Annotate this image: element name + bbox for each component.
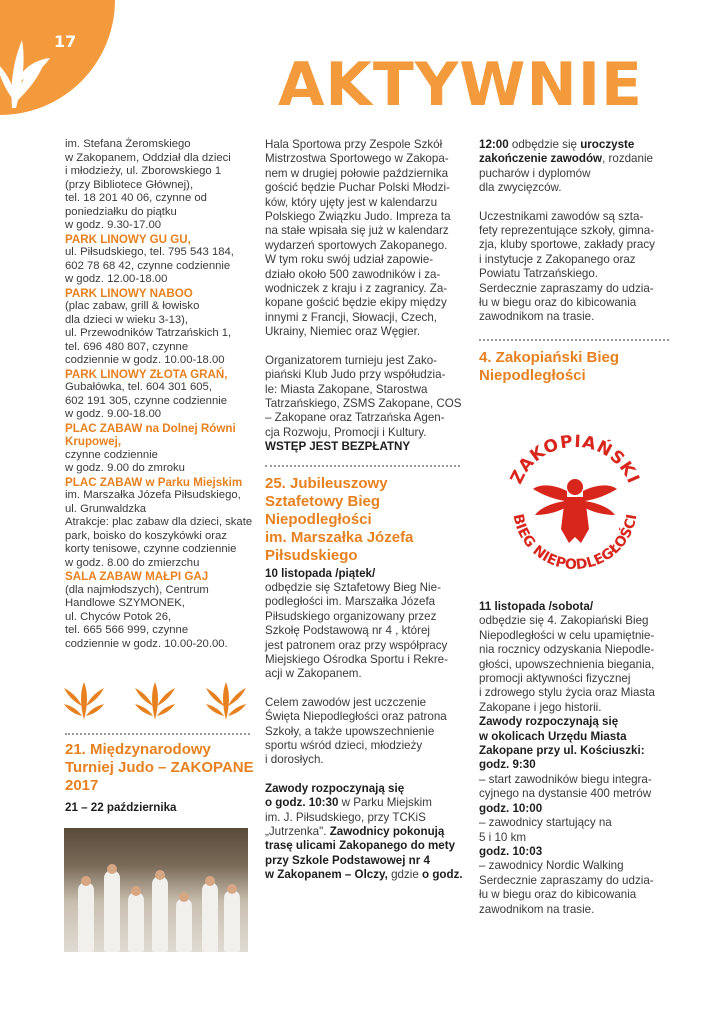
library-info: im. Stefana Żeromskiego w Zakopanem, Oddział dla dzieci i młodzieży, ul. Zborowskiego 1 (przy Bibliotece Głównej), tel. 18 201 40 06, czynne od poniedziałku do piątku w godz. 9.30-17.00 (65, 138, 231, 231)
run-start-location: Zawody rozpoczynają się w okolicach Urzędu Miasta Zakopane przy ul. Kościuszki: (479, 715, 645, 758)
entry-sala-zabaw (65, 570, 253, 651)
invitation: Serdecznie zapraszamy do udzia- łu w biegu oraz do kibicowania zawodnikom na trasie. (479, 873, 654, 916)
entry-head: PARK LINOWY ZŁOTA GRAŃ, (65, 367, 228, 381)
entry-plac-zabaw-rownia (65, 422, 253, 476)
time-3: godz. 10:03 (479, 844, 543, 858)
time-2-desc: – zawodnicy startujący na 5 i 10 km (479, 816, 612, 844)
section-21-title: 21. Międzynarodowy Turniej Judo – ZAKOPANE 2017 (65, 741, 254, 794)
run-description: odbędzie się 4. Zakopiański Bieg Niepodległości w celu upamiętnie- nia rocznicy odzyskania Niepodle- głości, upowszechnienia biegania, promocji aktywności fizycznej i zdrowego stylu życia oraz Miasta Zakopane i jego historii. (479, 614, 655, 714)
wheat-ornament-icon (202, 676, 250, 724)
section-25-date: 10 listopada /piątek/ (265, 566, 376, 580)
time-3-desc: – zawodnicy Nordic Walking (479, 859, 624, 873)
participants-info: Uczestnikami zawodów są szta- fety reprezentujące szkoły, gimna- zja, kluby sportowe, zakłady pracy i instytucje z Zakopanego oraz Powiatu Tatrzańskiego. Serdecznie zapraszamy do udzia- łu w biegu oraz do kibicowania zawodnikom na trasie. (479, 209, 655, 324)
entry-body: czynne codziennie w godz. 9.00 do zmroku (65, 448, 185, 474)
section-title: AKTYWNIE (278, 50, 644, 120)
svg-text:BIEG NIEPODLEGŁOŚCI: BIEG NIEPODLEGŁOŚCI (509, 512, 641, 574)
entry-park-gugu (65, 233, 253, 287)
wheat-ornament-icon (131, 676, 179, 724)
ceremony-info: 12:00 odbędzie się uroczyste zakończenie zawodów, rozdanie pucharów i dyplomów dla zwycięzców. (479, 138, 653, 195)
entry-park-zlota-gran (65, 368, 253, 422)
section-21-date: 21 – 22 października (65, 801, 177, 814)
section-25-title: 25. Jubileuszowy Sztafetowy Bieg Niepodległości im. Marszałka Józefa Piłsudskiego (265, 474, 414, 564)
entry-plac-zabaw-park (65, 476, 253, 571)
section-4-title: 4. Zakopiański Bieg Niepodległości (479, 348, 620, 384)
time-1-desc: – start zawodników biegu integra- cyjnego na dystansie 400 metrów (479, 772, 652, 801)
entry-head: PLAC ZABAW na Dolnej Równi Krupowej, (65, 421, 236, 448)
entry-body: (dla najmłodszych), Centrum Handlowe SZYMONEK, ul. Chyców Potok 26, tel. 665 566 999, czynne codziennie w godz. 10.00-20.00. (65, 583, 228, 650)
relay-start-info: Zawody rozpoczynają się o godz. 10:30 w Parku Miejskim im. J. Piłsudskiego, przy TCKiS „Jutrzenka". Zawodnicy pokonują trasę ulicami Zakopanego do mety przy Szkole Podstawowej nr 4 w Zakopanem – Olczy, gdzie o godz. (265, 781, 463, 882)
entry-body: (plac zabaw, grill & łowisko dla dzieci w wieku 3-13), ul. Przewodników Tatrzańskich 1, tel. 696 480 807, czynne codziennie w godz. 10.00-18.00 (65, 300, 232, 366)
divider (65, 733, 250, 735)
corner-leaf-ornament (0, 0, 115, 115)
bieg-niepodleglosci-logo (495, 425, 655, 585)
column-2 (265, 138, 465, 883)
entry-body: ul. Piłsudskiego, tel. 795 543 184, 602 78 68 42, czynne codziennie w godz. 12.00-18.00 (65, 246, 234, 285)
entry-head: PLAC ZABAW w Parku Miejskim (65, 475, 243, 489)
column-1 (65, 138, 253, 651)
free-entry-note: WSTĘP JEST BEZPŁATNY (265, 440, 411, 454)
judo-description: Hala Sportowa przy Zespole Szkół Mistrzostwa Sportowego w Zakopa- nem w drugiej połowie października gościć będzie Puchar Polski Młodzi- ków, który ujęty jest w kalendarzu Polskiego Związku Judo. Impreza ta na stałe wpisała się już w kalendarz wydarzeń sportowych Zakopanego. W tym roku swój udział zapowie- działo około 500 zawodników i za- wodniczek z kraju i z zagranicy. Za- kopane gościć będzie ekipy między innymi z Francji, Słowacji, Czech, Ukrainy, Niemiec oraz Węgier. (265, 138, 451, 339)
column-3-bottom (479, 600, 669, 917)
page-number: 17 (54, 32, 77, 51)
entry-body: im. Marszałka Józefa Piłsudskiego, ul. Grunwaldzka Atrakcje: plac zabaw dla dzieci, skate park, boisko do koszykówki oraz korty tenisowe, czynne codziennie w godz. 8.00 do zmierzchu (65, 489, 253, 569)
wheat-ornament-icon (60, 676, 108, 724)
column-3 (479, 138, 669, 385)
time-1: godz. 9:30 (479, 758, 536, 772)
divider (265, 465, 460, 467)
entry-park-naboo (65, 287, 253, 368)
entry-head: PARK LINOWY GU GU, (65, 232, 191, 246)
relay-description: odbędzie się Sztafetowy Bieg Nie- podległości im. Marszałka Józefa Piłsudskiego organizowany przez Szkołę Podstawową nr 4 , której jest patronem oraz przy współpracy Miejskiego Ośrodka Sportu i Rekre- acji w Zakopanem. (265, 580, 448, 681)
entry-body: Gubałówka, tel. 604 301 605, 602 191 305, czynne codziennie w godz. 9.00-18.00 (65, 381, 228, 420)
entry-head: PARK LINOWY NABOO (65, 286, 193, 300)
judo-organizers: Organizatorem turnieju jest Zako- piański Klub Judo przy współudzia- le: Miasta Zakopane, Starostwa Tatrzańskiego, ZSMS Zakopane, COS – Zakopane oraz Tatrzańska Agen- cja Rozwoju, Promocji i Kultury. (265, 353, 462, 439)
entry-head: SALA ZABAW MAŁPI GAJ (65, 570, 209, 583)
judo-team-photo (64, 828, 248, 952)
divider (479, 339, 669, 341)
svg-text:ZAKOPIAŃSKI: ZAKOPIAŃSKI (506, 431, 644, 488)
section-4-date: 11 listopada /sobota/ (479, 600, 594, 613)
time-2: godz. 10:00 (479, 801, 543, 815)
section-21 (65, 741, 255, 814)
relay-goal: Celem zawodów jest uczczenie Święta Niepodległości oraz patrona Szkoły, a także upowszechnienie sportu wśród dzieci, młodzieży i dorosłych. (265, 695, 447, 767)
ornament-row (60, 676, 250, 726)
